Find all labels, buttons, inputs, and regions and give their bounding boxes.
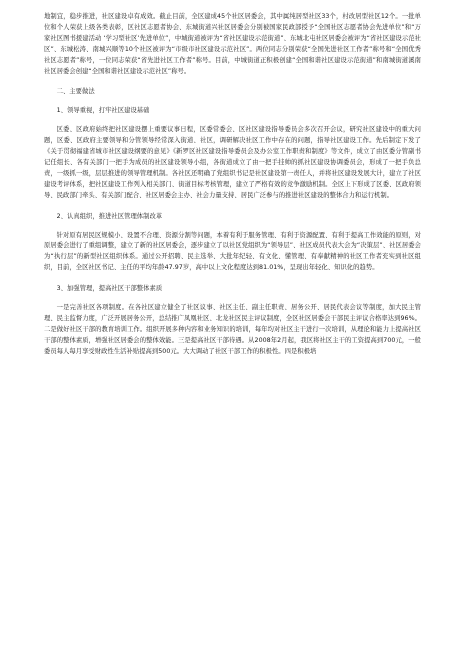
paragraph-gap [44, 77, 421, 87]
body-paragraph: 区委、区政府始终把社区建设摆上重要议事日程，区委常委会、区社区建设指导委员会多次召开会议，研究社区建设中的重大问题，区委、区政府主要领导和分管领导经常深入街道、社区，调研解决社区工作中存在的问题，指导社区建设工作。先后制定下发了《关于贯彻福建省城市社区建设纲要的意见》《新罗区社区建设指导委员会及办公室工作职责和制度》等文件，成立了由区委分管副书记任组长、各有关部门一把手为成员的社区建设领导小组，各街道成立了由一把手挂帅的抓社区建设协调委员会，形成了一把手负总责，一级抓一级，层层推进的领导管理机制。各社区还明确了党组织书记是社区建设第一责任人，并将社区建设发展大计，建立了社区建设考评体系，把社区建设工作列入相关部门、街道目标考核管理，建立了严格有效的竞争激励机制。全区上下形成了区委、区政府领导、民政部门牵头、有关部门配合、社区居委会主办、社会力量支持、居民广泛参与的推进社区建设的整体合力和运行机制。 [44, 126, 421, 199]
section-heading: 二、主要做法 [56, 88, 95, 96]
paragraph-gap [44, 295, 421, 303]
paragraph-gap [44, 223, 421, 231]
paragraph-gap [44, 274, 421, 284]
body-paragraph: 地制宜，稳步推进，社区建设卓有成效。截止目前，全区建成45个社区居委会，其中属纯居型社区33个，村改居型社区12个。一批单位和个人荣获上级各类表彰，区社区志愿者协会、东城街道兴社区居委会分别被国家民政部授予“全国社区志愿者协会先进单位”和“万家社区图书援建活动 ‘学习型社区’先进单位”，中城街道被评为“省社区建设示范街道”、东城北屯社区居委会被评为“省社区建设示范社区”、东城松涛、南城兴顺等10个社区被评为“市级市社区建设示范社区”。两位同志分别荣获“全国先进社区工作者”称号和“全国优秀社区志愿者”称号，一位同志荣获“省先进社区工作者”称号。目前，中城街道正积极创建“全国和谐社区建设示范街道”和南城街道溪南社区居委会创建“全国和谐社区建设示范社区”称号。 [44, 13, 421, 75]
section-heading: 1、领导重视，打牢社区建设基础 [56, 107, 150, 115]
body-paragraph: 针对原有居民区规模小、设置不合理、资源分割等问题，本着有利于服务管理、有利于资源配置、有利于提高工作效能的原则，对原居委会进行了重组调整，建立了新的社区居委会，逐步建立了以社区党组织为“领导层”、社区成员代表大会为“决策层”、社区居委会为“执行层”的新型社区组织体系。通过公开招聘、民主选举、大批年纪轻、有文化、懂管理、有奉献精神的社区工作者充实到社区组织，目前，全区社区书记、主任的平均年龄47.97岁，高中以上文化程度达到81.01%，呈现出年轻化、知识化的趋势。 [44, 231, 421, 272]
section-heading: 3、加强管理，提高社区干部整体素质 [56, 285, 163, 293]
paragraph-gap [44, 98, 421, 106]
paragraph-gap [44, 202, 421, 212]
body-paragraph: 一是完善社区各项制度。在各社区建立健全了社区议事、社区主任、副主任职责、居务公开、居民代表会议等制度，加大民主管理、民主监督力度，广泛开展居务公开，总结推广凤凰社区、北龙社区民主评议制度，全区社区居委会干部民主评议合格率达到96%。二是做好社区干部的教育培训工作。组织开展多种内容和业务知识的培训，每年均对社区主干进行一次培训，从理论和能力上提高社区干部的整体素质，增强社区居委会的整体效能。三是提高社区干部待遇。从2008年2月起，我区将社区主干的工资提高到700元，一般委员每人每月享受财政性生活补贴提高到500元。大大调动了社区干部工作的积极性。四是积极培 [44, 304, 421, 355]
section-heading: 2、认真组织，推进社区管理体制改革 [56, 212, 163, 220]
paragraph-gap [44, 117, 421, 125]
